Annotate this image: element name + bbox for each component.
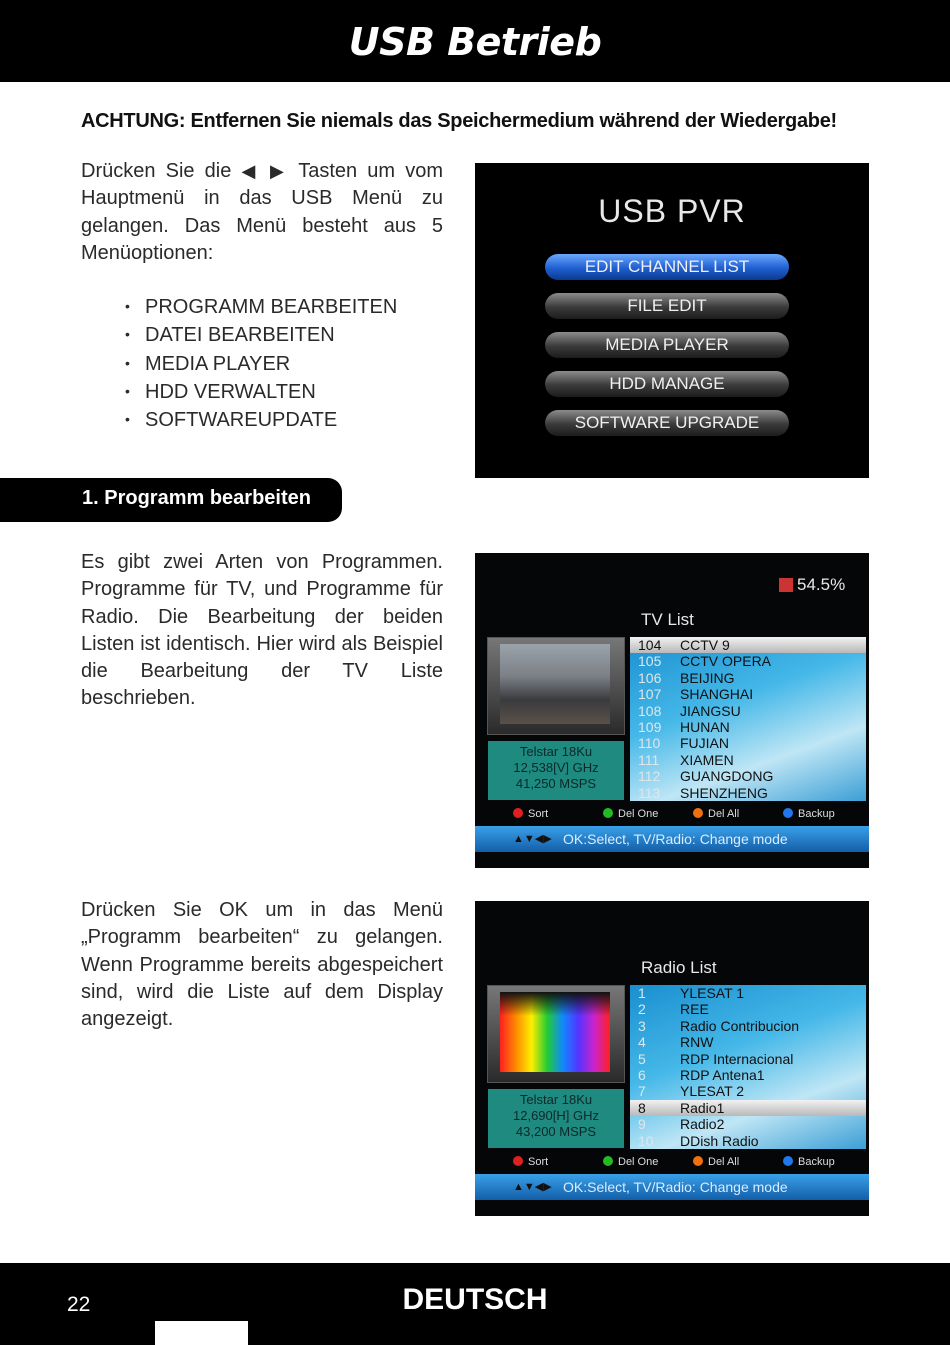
- channel-name: CCTV 9: [680, 637, 730, 653]
- channel-name: DDish Radio: [680, 1132, 759, 1149]
- color-dot-icon: [693, 1156, 703, 1166]
- channel-name: Radio2: [680, 1116, 725, 1133]
- channel-number: 6: [638, 1067, 646, 1083]
- channel-number: 10: [638, 1132, 654, 1149]
- channel-row: [630, 785, 866, 801]
- channel-name: BEIJING: [680, 669, 735, 686]
- channel-number: 110: [638, 735, 661, 752]
- channel-row: [630, 670, 866, 686]
- info-line: 12,538[V] GHz: [513, 760, 599, 775]
- channel-name: RDP Antena1: [680, 1067, 765, 1083]
- channel-row: [630, 1100, 866, 1116]
- channel-row: [630, 985, 866, 1001]
- color-keys: [475, 806, 869, 824]
- channel-name: REE: [680, 1001, 709, 1018]
- channel-name: JIANGSU: [680, 702, 741, 719]
- tv-preview: [487, 637, 625, 735]
- channel-number: 2: [638, 1001, 646, 1018]
- channel-name: CCTV OPERA: [680, 653, 772, 670]
- tv-transponder-info: [488, 741, 624, 800]
- channel-row: [630, 1001, 866, 1017]
- color-key: [513, 1156, 548, 1168]
- channel-row: [630, 1067, 866, 1083]
- page-title: USB Betrieb: [348, 20, 602, 64]
- tv-preview-image: [500, 644, 610, 724]
- color-key: [783, 808, 835, 820]
- color-dot-icon: [603, 1156, 613, 1166]
- channel-number: 108: [638, 702, 662, 719]
- channel-number: 1: [638, 985, 646, 1001]
- channel-row: [630, 735, 866, 751]
- pvr-menu-item: HDD MANAGE: [545, 371, 789, 397]
- color-key: [603, 1156, 658, 1168]
- color-key-label: Sort: [528, 808, 549, 820]
- section-heading-bar: [0, 478, 342, 522]
- menu-options-list: [125, 293, 397, 434]
- color-dot-icon: [513, 1156, 523, 1166]
- radio-list-title: Radio List: [641, 958, 717, 977]
- channel-number: 105: [638, 653, 662, 670]
- help-bar: [475, 826, 869, 852]
- channel-name: HUNAN: [680, 719, 730, 735]
- channel-number: 8: [638, 1099, 646, 1116]
- info-line: 12,690[H] GHz: [513, 1108, 599, 1123]
- channel-number: 111: [638, 751, 660, 768]
- info-line: 43,200 MSPS: [515, 1124, 597, 1139]
- color-key-label: Del One: [618, 808, 659, 820]
- color-dot-icon: [693, 808, 703, 818]
- help-text: OK:Select, TV/Radio: Change mode: [563, 1179, 788, 1195]
- channel-number: 7: [638, 1083, 646, 1100]
- tv-paragraph: Es gibt zwei Arten von Programmen. Programme für TV, und Programme für Radio. Die Bearbeitung der beiden Listen ist identisch. Hier wird als Beispiel die Bearbeitung der TV Liste beschrieben.: [81, 551, 443, 710]
- channel-row: [630, 703, 866, 719]
- channel-row: [630, 719, 866, 735]
- color-key: [693, 1156, 739, 1168]
- channel-number: 3: [638, 1017, 646, 1034]
- color-key: [783, 1156, 835, 1168]
- channel-row: [630, 752, 866, 768]
- channel-number: 107: [638, 686, 662, 703]
- channel-number: 109: [638, 719, 662, 735]
- channel-number: 113: [638, 784, 661, 801]
- channel-name: RNW: [680, 1034, 714, 1051]
- usb-pvr-screen: [475, 163, 869, 478]
- tv-channel-list: [630, 637, 866, 801]
- color-key-label: Del All: [708, 808, 740, 820]
- color-dot-icon: [783, 1156, 793, 1166]
- pvr-title: USB PVR: [598, 193, 746, 229]
- channel-number: 4: [638, 1034, 646, 1051]
- list-item: • DATEI BEARBEITEN: [125, 321, 397, 349]
- intro-paragraph: [81, 158, 443, 267]
- channel-name: YLESAT 2: [680, 1083, 745, 1100]
- channel-row: [630, 1083, 866, 1099]
- color-keys: [475, 1154, 869, 1172]
- channel-name: SHANGHAI: [680, 686, 754, 703]
- channel-number: 112: [638, 768, 661, 785]
- channel-row: [630, 653, 866, 669]
- color-dot-icon: [603, 808, 613, 818]
- color-key-label: Del One: [618, 1156, 659, 1168]
- help-bar: [475, 1174, 869, 1200]
- color-dot-icon: [783, 808, 793, 818]
- channel-name: YLESAT 1: [680, 985, 745, 1001]
- language-label: DEUTSCH: [402, 1283, 548, 1316]
- nav-arrows-icon: ▲▼◀▶: [513, 1181, 552, 1193]
- footer-box: [155, 1321, 248, 1345]
- info-line: 41,250 MSPS: [515, 776, 597, 791]
- channel-name: XIAMEN: [680, 751, 734, 768]
- channel-row: [630, 1018, 866, 1034]
- list-item: • HDD VERWALTEN: [125, 378, 397, 406]
- warning-text: ACHTUNG: Entfernen Sie niemals das Speichermedium während der Wiedergabe!: [81, 110, 837, 132]
- channel-number: 9: [638, 1116, 646, 1133]
- storage-indicator: [779, 575, 845, 595]
- channel-name: SHENZHENG: [680, 784, 768, 801]
- info-line: Telstar 18Ku: [519, 744, 593, 759]
- channel-name: GUANGDONG: [680, 768, 774, 785]
- nav-arrows-icon: ▲▼◀▶: [513, 833, 552, 845]
- color-key: [693, 808, 739, 820]
- pvr-menu-item: SOFTWARE UPGRADE: [545, 410, 789, 436]
- radio-preview: [487, 985, 625, 1083]
- info-line: Telstar 18Ku: [519, 1092, 593, 1107]
- list-item: • MEDIA PLAYER: [125, 350, 397, 378]
- color-key-label: Del All: [708, 1156, 740, 1168]
- channel-number: 104: [638, 637, 662, 653]
- channel-row: [630, 1034, 866, 1050]
- tv-list-screen: [475, 553, 869, 868]
- list-item: • PROGRAMM BEARBEITEN: [125, 293, 397, 321]
- pvr-menu-item: MEDIA PLAYER: [545, 332, 789, 358]
- channel-name: RDP Internacional: [680, 1050, 794, 1067]
- help-text: OK:Select, TV/Radio: Change mode: [563, 831, 788, 847]
- pvr-menu-item: EDIT CHANNEL LIST: [545, 254, 789, 280]
- page-number: 22: [67, 1293, 91, 1316]
- color-key-label: Backup: [798, 808, 835, 820]
- list-item: • SOFTWAREUPDATE: [125, 406, 397, 434]
- radio-list-screen: [475, 901, 869, 1216]
- channel-row: [630, 1133, 866, 1149]
- channel-row: [630, 686, 866, 702]
- arrow-right-icon: ▶: [270, 161, 289, 181]
- arrow-left-icon: ◀: [241, 161, 260, 181]
- color-dot-icon: [513, 808, 523, 818]
- intro-text-end: Tasten um vom Hauptmenü in das USB Menü zu gelangen. Das Menü besteht aus 5 Menüoptionen:: [81, 160, 444, 264]
- disk-icon: [779, 578, 793, 592]
- channel-row: [630, 637, 866, 653]
- color-key-label: Backup: [798, 1156, 835, 1168]
- radio-preview-image: [500, 992, 610, 1072]
- channel-number: 106: [638, 669, 662, 686]
- color-key: [513, 808, 548, 820]
- channel-name: FUJIAN: [680, 735, 729, 752]
- section-heading: 1. Programm bearbeiten: [82, 487, 311, 509]
- page-header: [0, 0, 950, 82]
- channel-row: [630, 768, 866, 784]
- radio-channel-list: [630, 985, 866, 1149]
- radio-transponder-info: [488, 1089, 624, 1148]
- storage-percent: 54.5%: [797, 575, 846, 594]
- ok-paragraph: Drücken Sie OK um in das Menü „Programm bearbeiten“ zu gelangen. Wenn Programme bereits abgespeichert sind, wird die Liste auf dem Display angezeigt.: [81, 899, 443, 1031]
- channel-row: [630, 1051, 866, 1067]
- color-key-label: Sort: [528, 1156, 549, 1168]
- tv-list-title: TV List: [641, 610, 694, 629]
- channel-number: 5: [638, 1050, 646, 1067]
- color-key: [603, 808, 658, 820]
- channel-row: [630, 1116, 866, 1132]
- channel-name: Radio Contribucion: [680, 1017, 800, 1034]
- intro-text-start: Drücken Sie die: [81, 160, 232, 182]
- pvr-menu-item: FILE EDIT: [545, 293, 789, 319]
- channel-name: Radio1: [680, 1099, 725, 1116]
